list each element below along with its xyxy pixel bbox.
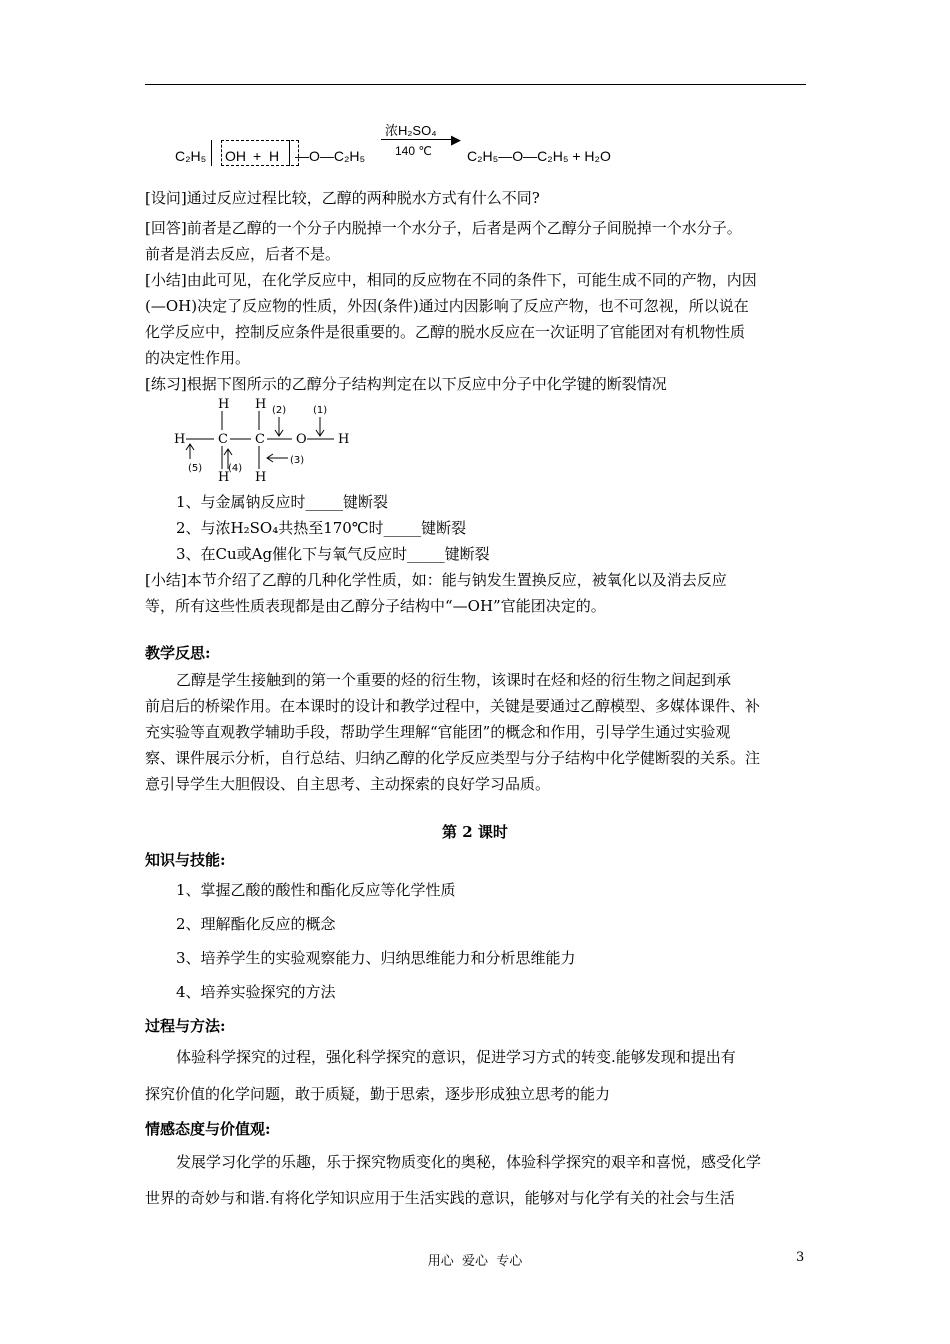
bond-label-3: (3): [290, 455, 305, 466]
reaction-temperature: 140 ℃: [395, 144, 432, 158]
atom-h-left: H: [174, 432, 186, 447]
reactant-ethyl: C₂H₅: [175, 148, 207, 164]
atom-c-1: C: [218, 432, 228, 447]
reaction-equation: [145, 118, 645, 170]
summary2-line-2: 等，所有这些性质表现都是由乙醇分子结构中“—OH”官能团决定的。: [145, 597, 606, 615]
bond-label-1: (1): [313, 405, 328, 416]
reflection-title: 教学反思:: [145, 644, 211, 662]
footer-motto: 用心 爱心 专心: [427, 1254, 523, 1269]
reflection-line-3: 充实验等直观教学辅助手段，帮助学生理解“官能团”的概念和作用，引导学生通过实验观: [145, 723, 731, 741]
bond-label-5: (5): [188, 463, 203, 474]
skills-title: 知识与技能:: [145, 851, 226, 869]
exercise-item-3: 3、在Cu或Ag催化下与氧气反应时_____键断裂: [176, 545, 490, 563]
exercise-item-2: 2、与浓H₂SO₄共热至170℃时_____键断裂: [176, 519, 467, 537]
emotion-line-1: 发展学习化学的乐趣，乐于探究物质变化的奥秘，体验科学探究的艰辛和喜悦，感受化学: [176, 1153, 762, 1171]
process-title: 过程与方法:: [145, 1017, 226, 1035]
header-rule: [145, 84, 806, 85]
reactant-ethoxy: —O—C₂H₅: [295, 148, 366, 164]
atom-h-bottom-2: H: [255, 470, 267, 485]
summary-line-3: 化学反应中，控制反应条件是很重要的。乙醇的脱水反应在一次证明了官能团对有机物性质: [145, 323, 746, 341]
process-line-1: 体验科学探究的过程，强化科学探究的意识，促进学习方式的转变.能够发现和提出有: [176, 1048, 736, 1066]
reactant-plus: +: [253, 148, 262, 164]
reactant-hydrogen: H: [269, 148, 280, 164]
skill-item-3: 3、培养学生的实验观察能力、归纳思维能力和分析思维能力: [176, 949, 576, 967]
reflection-line-1: 乙醇是学生接触到的第一个重要的烃的衍生物，该课时在烃和烃的衍生物之间起到承: [176, 671, 732, 689]
atom-h-top-2: H: [255, 397, 267, 412]
skill-item-2: 2、理解酯化反应的概念: [176, 915, 336, 933]
reaction-arrow: [381, 139, 457, 140]
summary2-line-1: [小结]本节介绍了乙醇的几种化学性质，如：能与钠发生置换反应，被氧化以及消去反应: [145, 571, 727, 589]
bond-label-4: (4): [228, 463, 243, 474]
emotion-title: 情感态度与价值观:: [145, 1120, 271, 1138]
atom-c-2: C: [255, 432, 265, 447]
atom-h-top-1: H: [218, 397, 230, 412]
atom-h-bottom-1: H: [218, 470, 230, 485]
lesson2-title: 第 2 课时: [442, 823, 508, 841]
exercise-intro: [练习]根据下图所示的乙醇分子结构判定在以下反应中分子中化学键的断裂情况: [145, 375, 667, 393]
reaction-products: C₂H₅—O—C₂H₅ + H₂O: [467, 148, 611, 164]
emotion-line-2: 世界的奇妙与和谐.有将化学知识应用于生活实践的意识，能够对与化学有关的社会与生活: [145, 1189, 735, 1207]
skill-item-4: 4、培养实验探究的方法: [176, 983, 336, 1001]
reaction-catalyst: 浓H₂SO₄: [385, 123, 437, 138]
exercise-item-1: 1、与金属钠反应时_____键断裂: [176, 493, 389, 511]
summary-line-1: [小结]由此可见，在化学反应中，相同的反应物在不同的条件下，可能生成不同的产物，内因: [145, 271, 757, 289]
bond-label-2: (2): [272, 405, 287, 416]
process-line-2: 探究价值的化学问题，敢于质疑，勤于思索，逐步形成独立思考的能力: [145, 1085, 611, 1103]
summary-line-2: (—OH)决定了反应物的性质，外因(条件)通过内因影响了反应产物，也不可忽视，所以说在: [145, 297, 749, 315]
atom-o: O: [296, 432, 307, 447]
answer-line-2: 前者是消去反应，后者不是。: [145, 245, 341, 263]
question-paragraph: [设问]通过反应过程比较，乙醇的两种脱水方式有什么不同?: [145, 189, 540, 207]
atom-h-right: H: [338, 432, 350, 447]
skill-item-1: 1、掌握乙酸的酸性和酯化反应等化学性质: [176, 881, 456, 899]
bond-break-line-right: [289, 140, 291, 166]
reflection-line-4: 察、课件展示分析，自行总结、归纳乙醇的化学反应类型与分子结构中化学健断裂的关系。注: [145, 749, 761, 767]
answer-line-1: [回答]前者是乙醇的一个分子内脱掉一个水分子，后者是两个乙醇分子间脱掉一个水分子。: [145, 219, 742, 237]
reactant-hydroxyl: OH: [225, 148, 246, 164]
reflection-line-5: 意引导学生大胆假设、自主思考、主动探索的良好学习品质。: [145, 775, 551, 793]
reaction-arrowhead: ▶: [451, 132, 461, 147]
bond-break-line-left: [211, 140, 213, 166]
summary-line-4: 的决定性作用。: [145, 349, 251, 367]
page-number: 3: [796, 1250, 805, 1265]
ethanol-structure-diagram: [160, 395, 380, 490]
reflection-line-2: 前启后的桥梁作用。在本课时的设计和教学过程中，关键是要通过乙醇模型、多媒体课件、补: [145, 697, 761, 715]
